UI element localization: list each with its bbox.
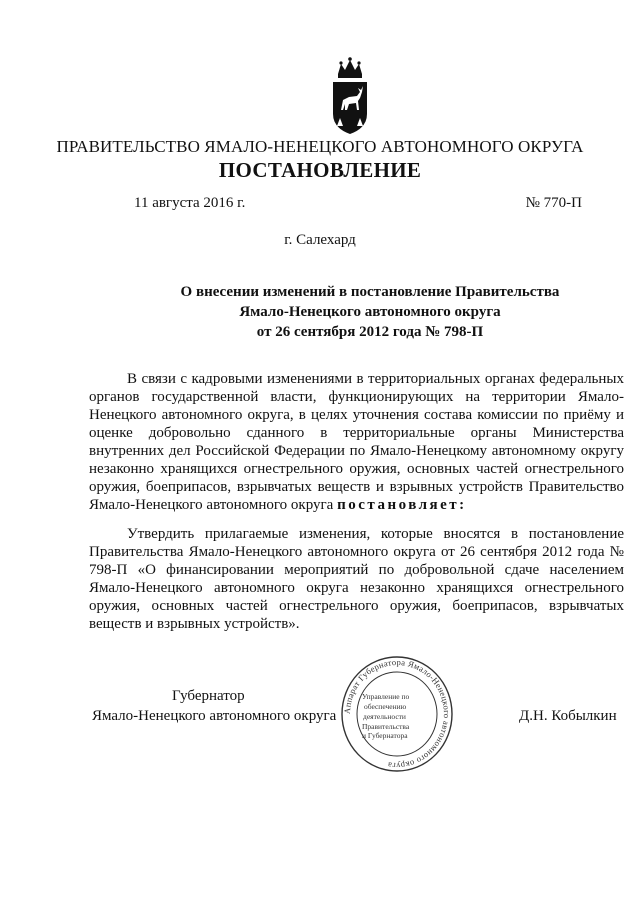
preamble-text: В связи с кадровыми изменениями в территориальных органах федеральных органов государственной власти, функционирующих на территории Ямало-Ненецкого автономного округа, в целях уточнения состава комиссии по приёму и оценке добровольно сданного в территориальные органы Министерства внутренних дел Российской Федерации по Ямало-Ненецкому автономному округу незаконно хранящихся огнестрельного оружия, основных частей огнестрельного оружия, боеприпасов, взрывчатых веществ и взрывных устройств Правительство Ямало-Ненецкого автономного округа — [89, 371, 624, 513]
subject-line: О внесении изменений в постановление Правительства — [180, 284, 560, 300]
stamp-inner-line: и Губернатора — [362, 731, 408, 740]
stamp-ring-text: Аппарат Губернатора Ямало-Ненецкого автономного округа — [341, 656, 453, 772]
government-title: ПРАВИТЕЛЬСТВО ЯМАЛО-НЕНЕЦКОГО АВТОНОМНОГО ОКРУГА — [56, 137, 584, 156]
subject-line: Ямало-Ненецкого автономного округа — [239, 304, 501, 320]
coat-of-arms-icon — [327, 52, 373, 136]
signatory-name: Д.Н. Кобылкин — [519, 708, 617, 724]
signatory-organization: Ямало-Ненецкого автономного округа — [92, 708, 337, 724]
signatory-title: Губернатор — [172, 688, 245, 704]
official-stamp — [340, 655, 454, 773]
document-type: ПОСТАНОВЛЕНИЕ — [218, 158, 422, 182]
document-date: 11 августа 2016 г. — [134, 195, 246, 211]
resolution-paragraph: Утвердить прилагаемые изменения, которые вносятся в постановление Правительства Ямало-Ненецкого автономного округа от 26 сентября 2012 года № 798-П «О финансировании мероприятий по добровольной сдаче населением Ямало-Ненецкого автономного округа незаконно хранящихся огнестрельного оружия, основных частей огнестрельного оружия, боеприпасов, взрывчатых веществ и взрывных устройств». — [89, 526, 624, 632]
stamp-inner-line: Управление по — [362, 692, 410, 701]
document-subject — [150, 282, 590, 342]
subject-line: от 26 сентября 2012 года № 798-П — [256, 324, 484, 340]
document-number: № 770-П — [525, 195, 582, 211]
preamble-paragraph — [89, 370, 624, 514]
stamp-inner-line: обеспечению — [364, 702, 407, 711]
stamp-inner-line: деятельности — [363, 712, 406, 721]
document-city: г. Салехард — [284, 232, 356, 248]
stamp-inner-line: Правительства — [362, 722, 410, 731]
resolution-keyword: постановляет: — [337, 497, 467, 513]
